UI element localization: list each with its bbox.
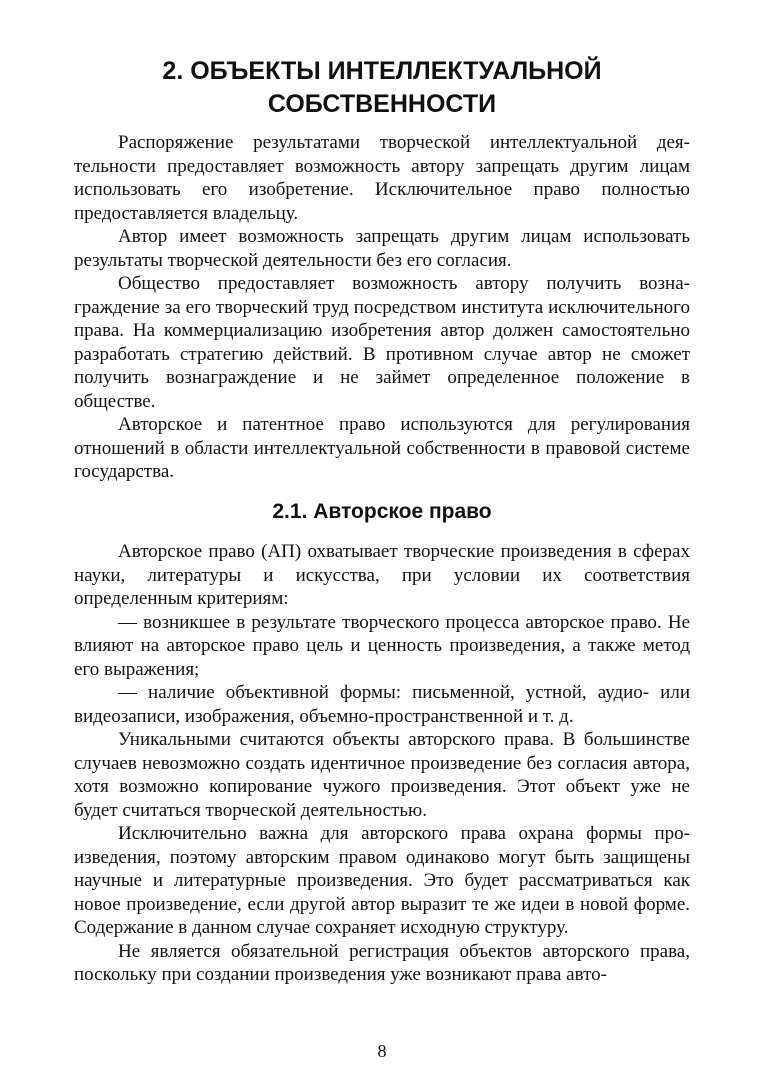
- chapter-title-line-1: 2. ОБЪЕКТЫ ИНТЕЛЛЕКТУАЛЬНОЙ: [162, 57, 602, 85]
- chapter-title: [74, 55, 690, 121]
- section-body: [74, 540, 690, 987]
- paragraph: Уникальными считаются объекты авторского права. В большинстве случаев невозможно создать идентичное произведение без согласия автора, хотя возможно копирование чужого произведения. Этот объект уже не будет считаться творческой деятельностью.: [74, 729, 690, 821]
- paragraph: Не является обязательной регистрация объектов авторского права, поскольку при создании произведения уже возникают права авто-: [74, 940, 690, 985]
- paragraph: Авторское право (АП) охватывает творческие произведения в сферах науки, литературы и искусства, при условии их соответствия определенным критериям:: [74, 541, 690, 609]
- chapter-title-line-2: СОБСТВЕННОСТИ: [267, 90, 497, 118]
- chapter-intro: [74, 131, 690, 484]
- paragraph: Автор имеет возможность запрещать другим лицам использовать результаты творческой деятельности без его согласия.: [74, 226, 690, 271]
- document-page: [74, 0, 690, 1079]
- paragraph: Авторское и патентное право используются для регулирования отношений в области интеллектуальной собственности в правовой системе государства.: [74, 414, 690, 482]
- list-item: — наличие объективной формы: письменной, устной, аудио- или видеозаписи, изображения, объемно-пространственной и т. д.: [74, 682, 690, 727]
- page-number: 8: [377, 1041, 387, 1061]
- paragraph: Распоряжение результатами творческой интеллектуальной деятельности предоставляет возможность автору запрещать другим лицам использовать его изобретение. Исключительное право полностью предоставляется владельцу.: [74, 132, 690, 224]
- section-title: 2.1. Авторское право: [272, 500, 492, 523]
- paragraph: Исключительно важна для авторского права охрана формы произведения, поэтому авторским правом одинаково могут быть защищены научные и литературные произведения. Это будет рассматриваться как новое произведение, если другой автор выразит те же идеи в новой форме. Содержание в данном случае сохраняет исходную структуру.: [74, 823, 690, 938]
- paragraph: Общество предоставляет возможность автору получить вознаграждение за его творческий труд посредством института исключительного права. На коммерциализацию изобретения автор должен самостоятельно разработать стратегию действий. В противном случае автор не сможет получить вознаграждение и не займет определенное положение в обществе.: [74, 273, 690, 412]
- list-item: — возникшее в результате творческого процесса авторское право. Не влияют на авторское право цель и ценность произведения, а также метод его выражения;: [74, 611, 690, 680]
